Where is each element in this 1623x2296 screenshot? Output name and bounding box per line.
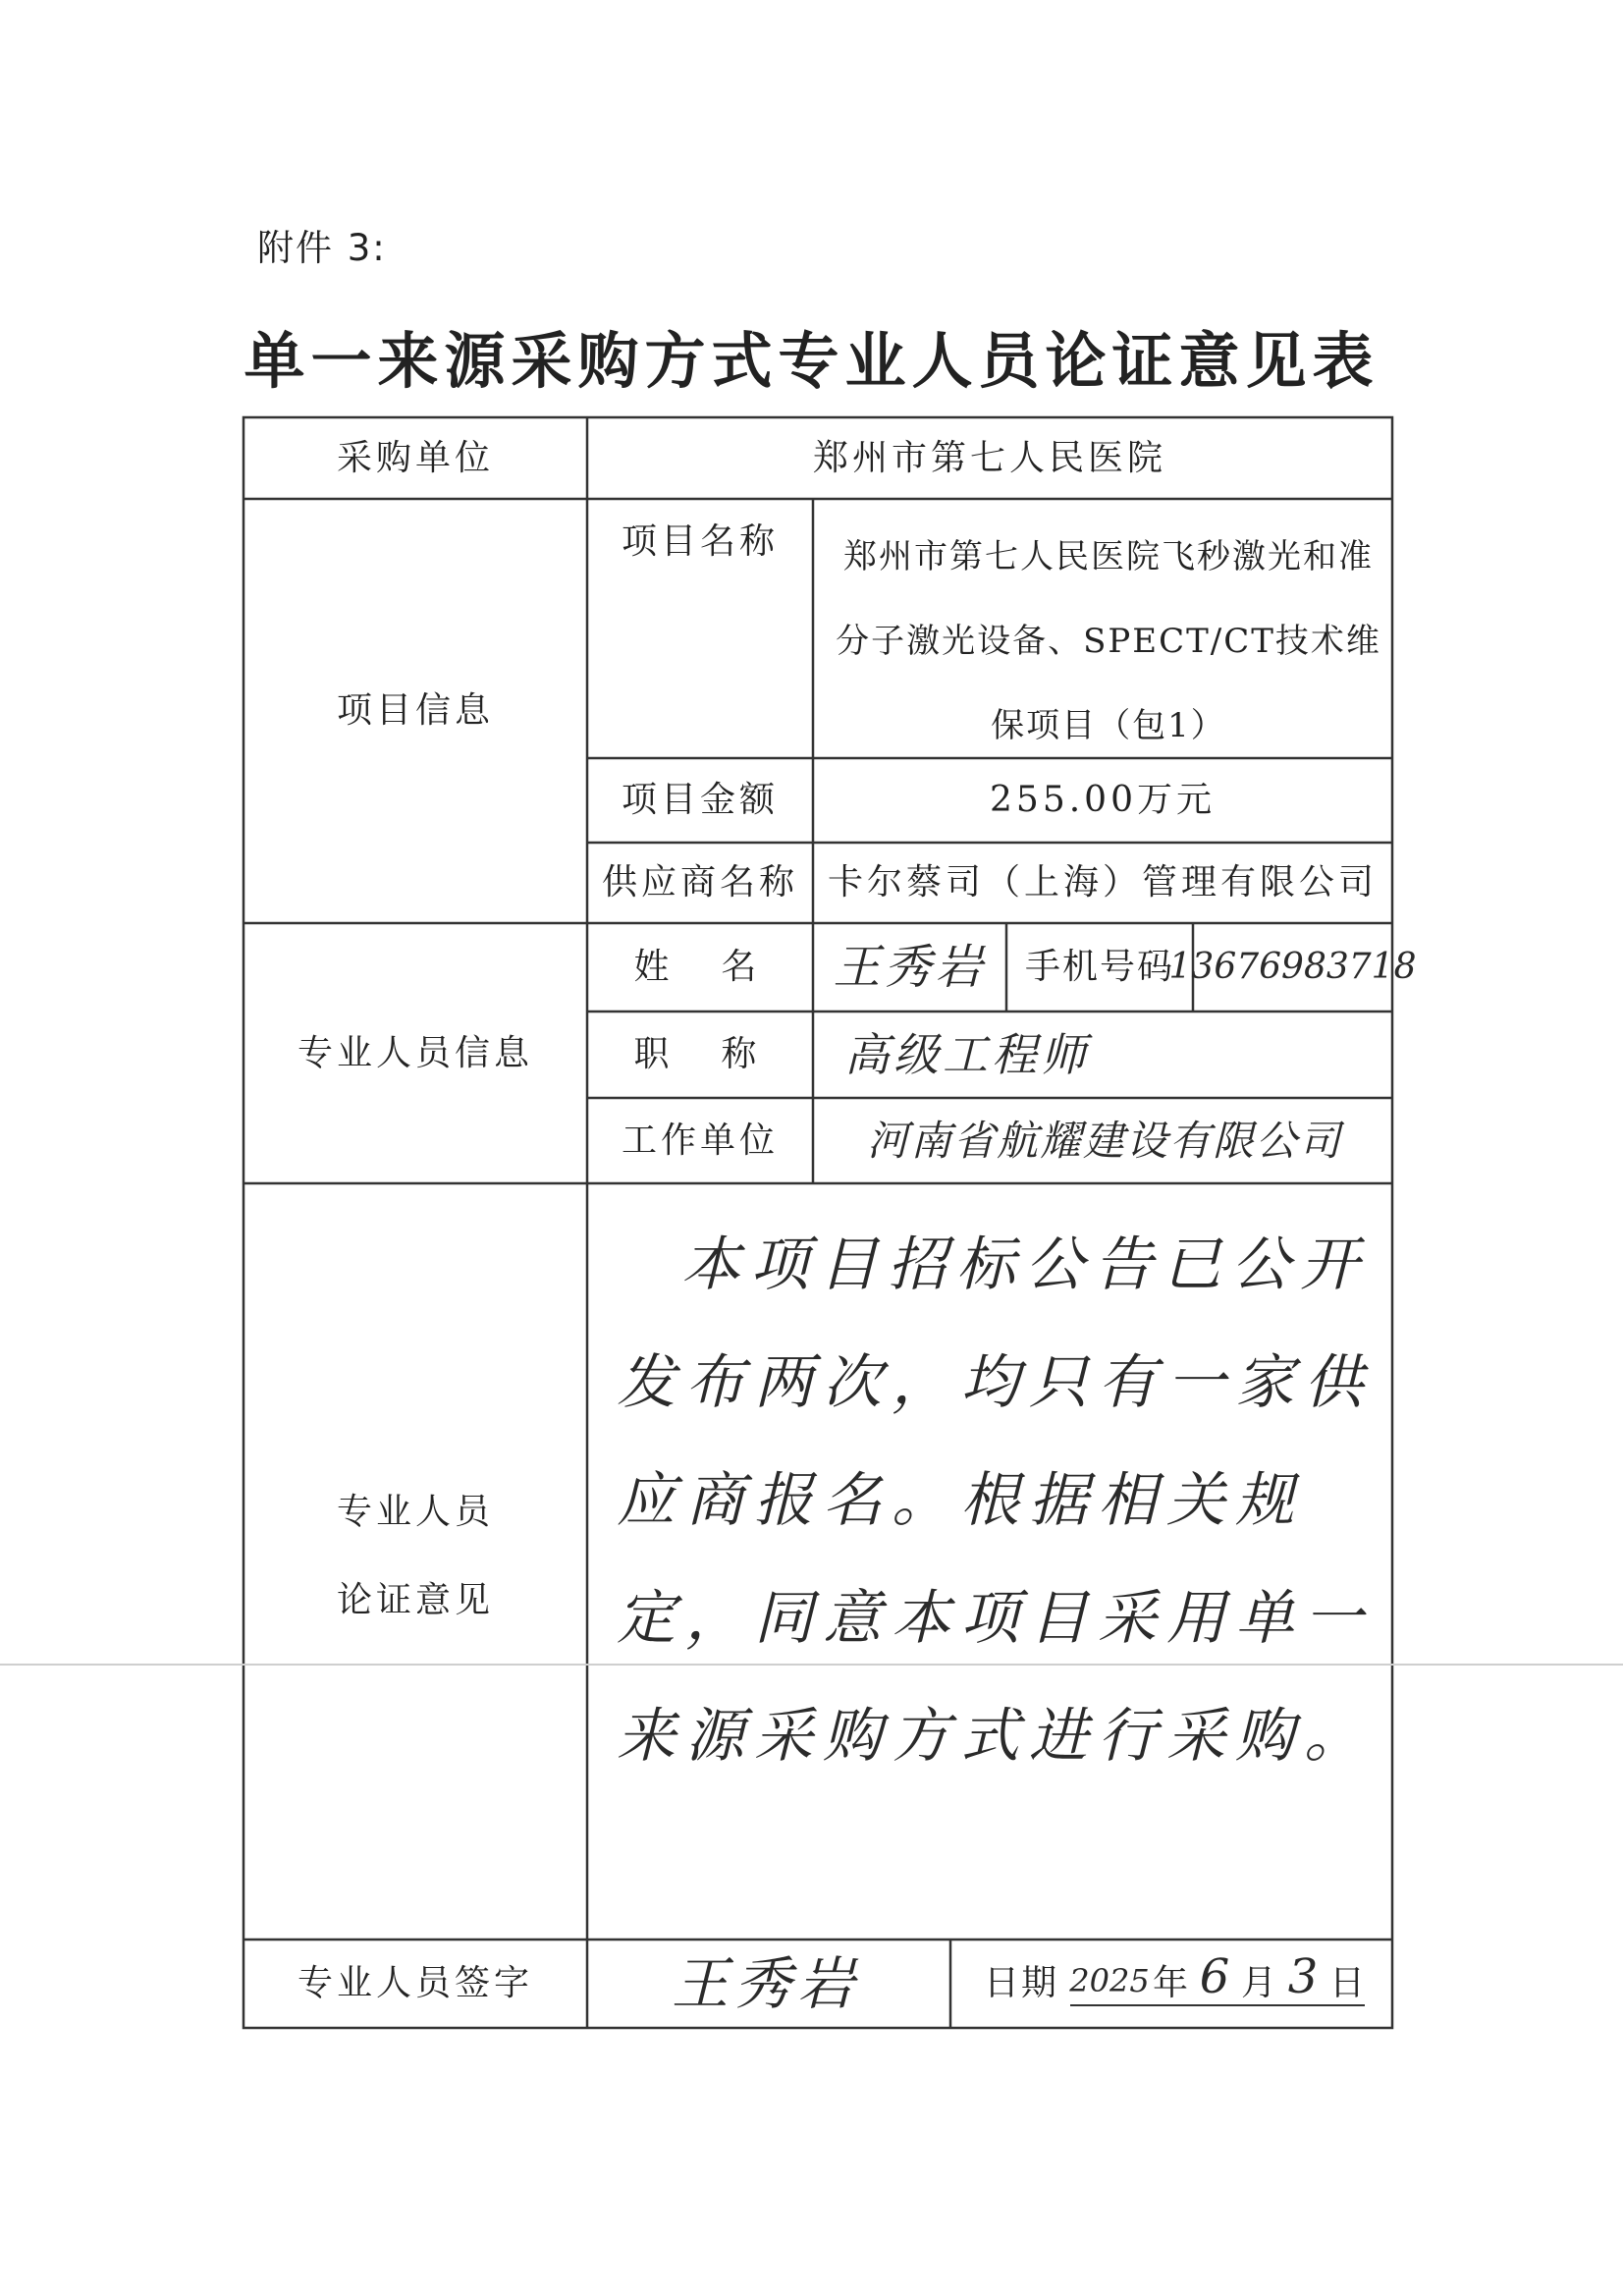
page-title: 单一来源采购方式专业人员论证意见表	[243, 325, 1380, 397]
signature-label: 专业人员签字	[297, 1963, 533, 2003]
expert-opinion-label-line1: 专业人员	[336, 1492, 494, 1532]
supplier-label: 供应商名称	[601, 862, 798, 902]
project-name-value: 郑州市第七人民医院飞秒激光和准分子激光设备、SPECT/CT技术维保项目（包1）	[836, 537, 1381, 745]
workplace-label: 工作单位	[621, 1120, 779, 1161]
expert-opinion-handwritten: 本项目招标公告已公开发布两次，均只有一家供应商报名。根据相关规定，同意本项目采用单一来源采购方式进行采购。	[617, 1230, 1373, 1771]
expert-opinion-label-line2: 论证意见	[336, 1580, 494, 1620]
purchasing-unit-label: 采购单位	[336, 437, 494, 478]
expert-name-handwritten: 王秀岩	[833, 940, 987, 995]
phone-handwritten: 13676983718	[1168, 947, 1417, 987]
date-day-handwritten: 3	[1287, 1949, 1319, 2004]
project-amount-value: 255.00万元	[990, 780, 1216, 820]
attachment-label: 附件 3:	[257, 227, 387, 269]
purchasing-unit-value: 郑州市第七人民医院	[812, 437, 1166, 478]
expert-info-label: 专业人员信息	[297, 1032, 533, 1073]
date-day-unit: 日	[1328, 1963, 1365, 2003]
expert-name-label: 姓 名	[633, 947, 767, 987]
workplace-handwritten: 河南省航耀建设有限公司	[866, 1117, 1342, 1165]
phone-label: 手机号码	[1024, 947, 1174, 987]
date-month-unit: 月	[1240, 1963, 1276, 2003]
date-month-handwritten: 6	[1199, 1949, 1230, 2004]
expert-title-handwritten: 高级工程师	[844, 1027, 1090, 1081]
date-year-handwritten: 2025	[1069, 1962, 1150, 1999]
expert-signature: 王秀岩	[671, 1949, 860, 2017]
project-amount-label: 项目金额	[621, 780, 779, 820]
date-year-unit: 年	[1152, 1963, 1188, 2003]
project-name-label: 项目名称	[621, 521, 779, 562]
scan-artifact-line	[0, 1664, 1623, 1666]
date-label: 日期	[983, 1963, 1058, 2003]
project-info-label: 项目信息	[336, 690, 494, 731]
expert-title-label: 职 称	[633, 1034, 767, 1074]
supplier-value: 卡尔蔡司（上海）管理有限公司	[827, 862, 1378, 902]
